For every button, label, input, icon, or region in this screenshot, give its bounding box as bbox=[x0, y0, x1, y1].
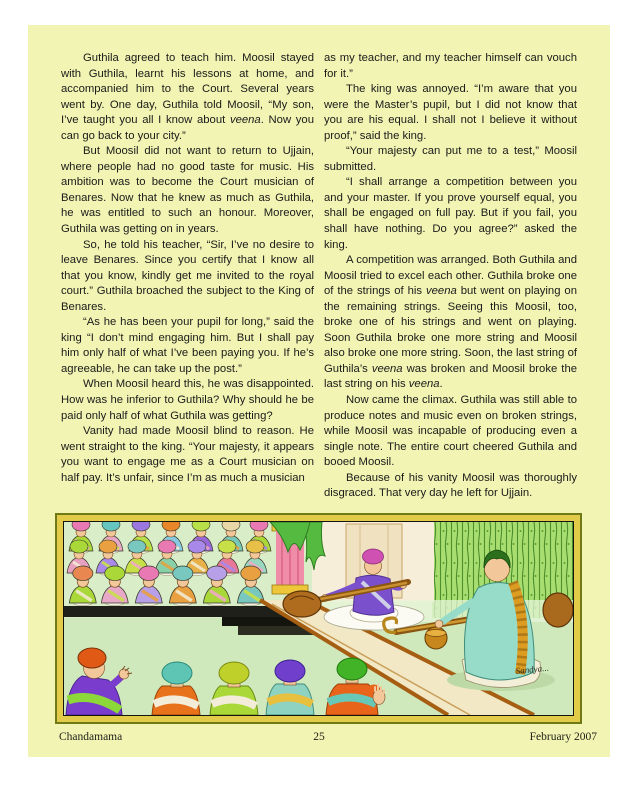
pillar bbox=[270, 522, 310, 594]
story-paragraph: Vanity had made Moosil blind to reason. He went straight to the king. “Your majesty, it appears you want to engage me as a Court musician on half pay. It’s unfair, since I’m as much a musician bbox=[61, 425, 314, 484]
page-paper bbox=[28, 25, 610, 757]
issue-date: February 2007 bbox=[529, 731, 597, 743]
story-column-right bbox=[324, 51, 577, 502]
story-paragraph: Guthila agreed to teach him. Moosil stayed with Guthila, learnt his lessons at home, and accompanied him to the Court. Several years went by. One day, Guthila told Moosil, “My son, I’ve taught you all I know about veena. Now you can go back to your city.” bbox=[61, 52, 314, 142]
story-paragraph: as my teacher, and my teacher himself can vouch for it.” bbox=[324, 52, 577, 80]
turban bbox=[219, 662, 249, 684]
turban bbox=[162, 662, 192, 684]
story-paragraph: So, he told his teacher, “Sir, I’ve no desire to leave Benares. Since you certify that I know all that you know, kindly get me invited to the royal court.” Guthila broached the subject to the King of Benares. bbox=[61, 238, 314, 313]
story-paragraph: When Moosil heard this, he was disappointed. How was he inferior to Guthila? Why should he be paid only half of what Guthila was getting? bbox=[61, 378, 314, 422]
story-paragraph: The king was annoyed. “I’m aware that you were the Master’s pupil, but I did not know that you are his equal. I shall not I believe it without proof,” said the king. bbox=[324, 83, 577, 142]
story-paragraph: “I shall arrange a competition between you and your master. If you prove yourself equal, you shall be engaged on full pay. But if you fail, you shall have nothing. Do you agree?” asked the king. bbox=[324, 176, 577, 251]
story-paragraph: “Your majesty can put me to a test,” Moosil submitted. bbox=[324, 145, 577, 173]
turban bbox=[78, 648, 106, 668]
story-paragraph: Now came the climax. Guthila was still able to produce notes and music even on broken strings, while Moosil was incapable of producing even a single note. The entire court cheered Guthila and booed Moosil. bbox=[324, 394, 577, 469]
story-paragraph: A competition was arranged. Both Guthila and Moosil tried to excel each other. Guthila broke one of the strings of his veena but went on playing on the remaining strings. Seeing this Moosil, too, broke one of his strings and went on playing. Soon Guthila broke one more string and Moosil also broke one more string. Soon, the last string of Guthila’s veena was broken and Moosil broke the last string on his veena. bbox=[324, 254, 578, 391]
illustration-frame bbox=[55, 513, 582, 724]
court-scene-illustration bbox=[64, 522, 573, 715]
story-paragraph: But Moosil did not want to return to Ujjain, where people had no good taste for music. His ambition was to become the Court musician of Benares. Now that he knew as much as Guthila, he was entitled to such an honour. Moreover, Guthila was getting on in years. bbox=[61, 145, 314, 236]
story-column-left bbox=[61, 51, 314, 486]
turban bbox=[275, 660, 305, 682]
illustration bbox=[63, 521, 574, 716]
spare-veena-gourd bbox=[543, 593, 573, 627]
story-paragraph: Because of his vanity Moosil was thoroughly disgraced. That very day he left for Ujjain. bbox=[324, 471, 577, 500]
page-number: 25 bbox=[313, 731, 325, 743]
guthila-turban bbox=[363, 549, 384, 564]
story-paragraph: “As he has been your pupil for long,” said the king “I don’t mind engaging him. But I shall pay him only half of what I’ve been paying you. If he’s agreeable, he can take up the post.” bbox=[61, 316, 314, 375]
turban bbox=[337, 658, 367, 680]
magazine-title: Chandamama bbox=[59, 731, 123, 743]
artist-signature: Sandya... bbox=[515, 662, 550, 676]
page-footer bbox=[28, 731, 610, 751]
